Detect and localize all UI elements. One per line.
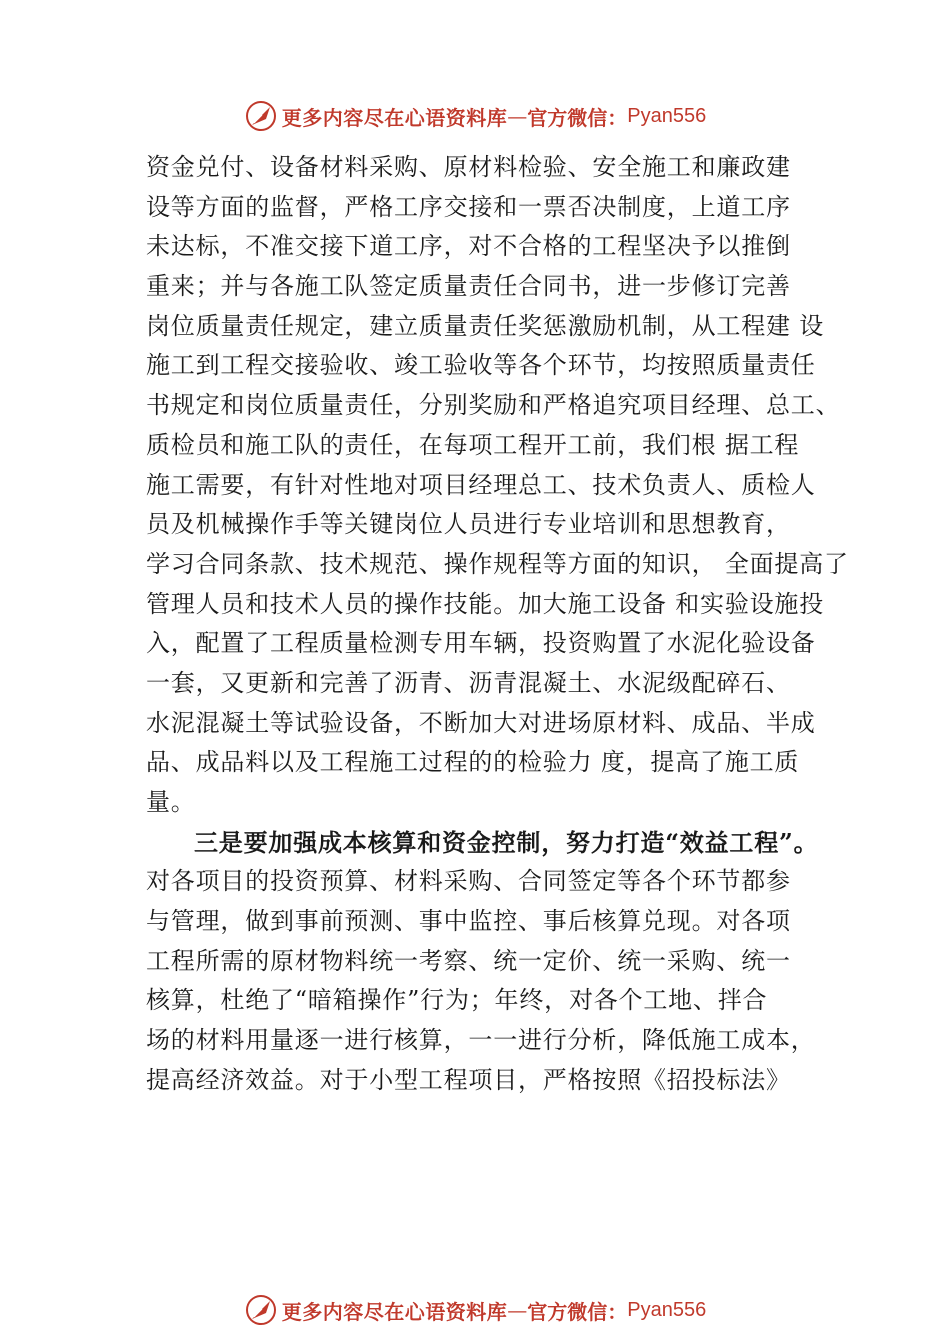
banner-middle: 官方微信： [527,1299,628,1324]
text-line: 质检员和施工队的责任，在每项工程开工前，我们根 据工程 [146,430,800,459]
text-line: 施工需要，有针对性地对项目经理总工、技术负责人、质检人 [146,470,816,499]
text-line: 岗位质量责任规定，建立质量责任奖惩激励机制，从工程建 设 [146,311,825,340]
banner-prefix: 更多内容尽在心语资料库 [281,1299,508,1324]
quill-pen-seal-icon [244,99,278,133]
text-line: 施工到工程交接验收、竣工验收等各个环节，均按照质量责任 [146,351,816,380]
text-line: 与管理，做到事前预测、事中监控、事后核算兑现。对各项 [146,907,791,936]
text-line: 工程所需的原材物料统一考察、统一定价、统一采购、统一 [146,946,791,975]
quill-pen-seal-icon [244,1293,278,1327]
text-line: 核算，杜绝了“暗箱操作”行为；年终，对各个工地、拌合 [146,986,768,1015]
text-line: 重来；并与各施工队签定质量责任合同书，进一步修订完善 [146,272,791,301]
text-line: 学习合同条款、技术规范、操作规程等方面的知识， 全面提高了 [146,549,849,578]
text-line: 量。 [146,788,196,816]
text-line: 入，配置了工程质量检测专用车辆，投资购置了水泥化验设备 [146,629,816,658]
text-line: 员及机械操作手等关键岗位人员进行专业培训和思想教育， [146,510,791,539]
text-line: 书规定和岗位质量责任，分别奖励和严格追究项目经理、总工、 [146,391,841,420]
text-line: 品、成品料以及工程施工过程的的检验力 度，提高了施工质 [146,748,800,777]
banner-prefix: 更多内容尽在心语资料库 [281,105,508,130]
banner-dash: — [507,104,528,128]
text-line: 管理人员和技术人员的操作技能。加大施工设备 和实验设施投 [146,589,825,618]
text-line: 场的材料用量逐一进行核算，一一进行分析，降低施工成本， [146,1026,816,1055]
document-body [146,148,849,1101]
banner-middle: 官方微信： [527,105,628,130]
banner-wechat-id: Pyan556 [627,104,707,127]
section-heading: 三是要加强成本核算和资金控制，努力打造“效益工程”。 [194,827,819,857]
banner-dash: — [507,1298,528,1322]
text-line: 设等方面的监督，严格工序交接和一票否决制度，上道工序 [146,192,791,221]
banner-wechat-id: Pyan556 [627,1298,707,1321]
text-line: 水泥混凝土等试验设备，不断加大对进场原材料、成品、半成 [146,708,816,737]
footer-banner [0,1290,950,1330]
text-line: 资金兑付、设备材料采购、原材料检验、安全施工和廉政建 [146,153,791,181]
text-line: 未达标，不准交接下道工序，对不合格的工程坚决予以推倒 [146,232,791,261]
text-line: 对各项目的投资预算、材料采购、合同签定等各个环节都参 [146,867,791,896]
text-line: 提高经济效益。对于小型工程项目，严格按照《招投标法》 [146,1065,791,1094]
text-line: 一套，又更新和完善了沥青、沥青混凝土、水泥级配碎石、 [146,668,791,697]
header-banner [0,96,950,136]
